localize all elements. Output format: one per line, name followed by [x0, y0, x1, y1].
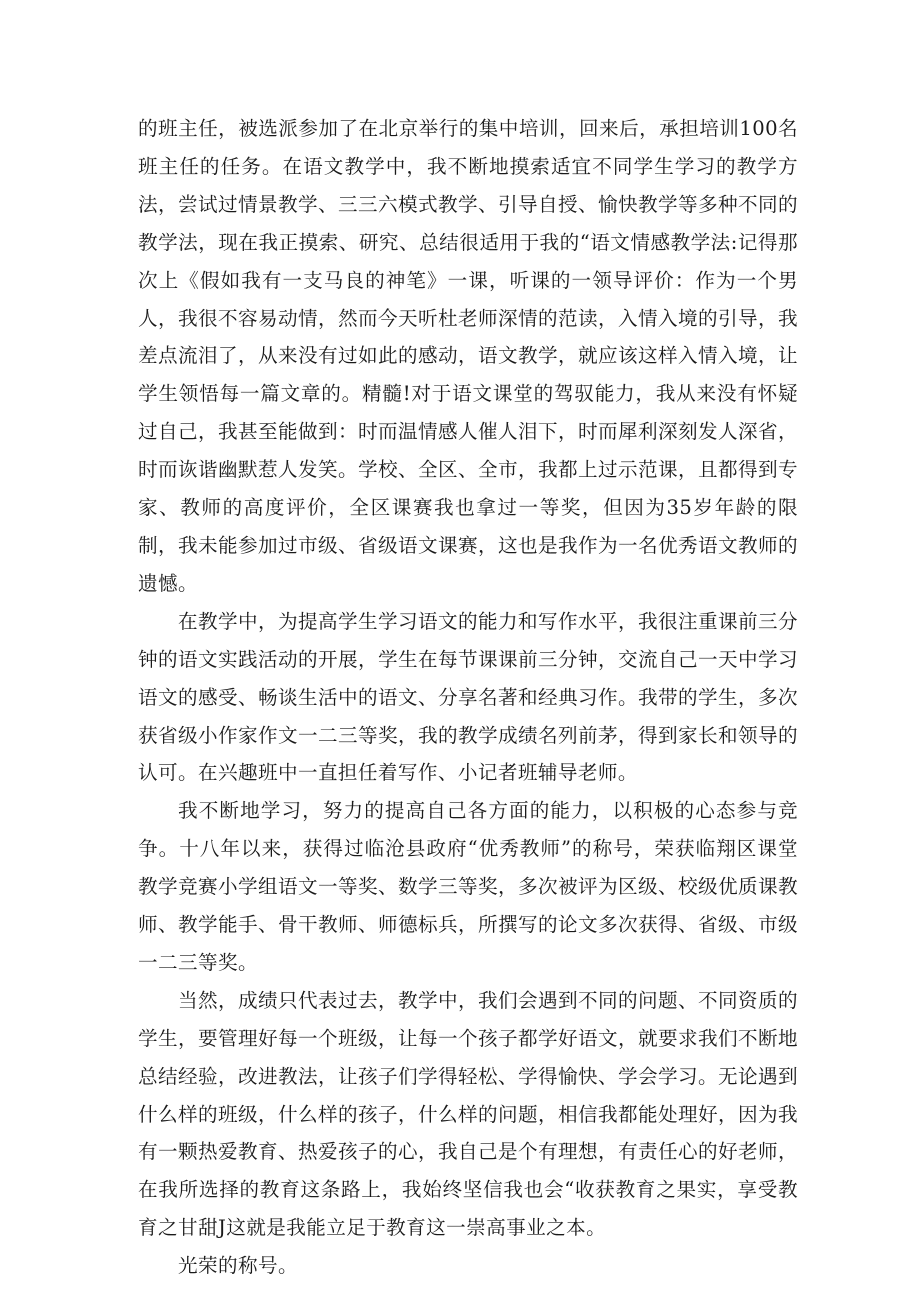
paragraph-2: 在教学中，为提高学生学习语文的能力和写作水平，我很注重课前三分钟的语文实践活动的开展，学生在每节课课前三分钟，交流自己一天中学习语文的感受、畅谈生活中的语文、分享名著和经典习作。我带的学生，多次获省级小作家作文一二三等奖，我的教学成绩名列前茅，得到家长和领导的认可。在兴趣班中一直担任着写作、小记者班辅导老师。 — [138, 609, 798, 785]
paragraph-5: 光荣的称号。 — [178, 1254, 298, 1278]
paragraph-4: 当然，成绩只代表过去，教学中，我们会遇到不同的问题、不同资质的学生，要管理好每一个班级，让每一个孩子都学好语文，就要求我们不断地总结经验，改进教法，让孩子们学得轻松、学得愉快、学会学习。无论遇到什么样的班级，什么样的孩子，什么样的问题，相信我都能处理好，因为我有一颗热爱教育、热爱孩子的心，我自己是个有理想，有责任心的好老师，在我所选择的教育这条路上，我始终坚信我也会“收获教育之果实，享受教育之甘甜J这就是我能立足于教育这一崇高事业之本。 — [138, 988, 798, 1240]
document-body — [138, 110, 798, 1285]
paragraph-1: 的班主任，被选派参加了在北京举行的集中培训，回来后，承担培训100名班主任的任务。在语文教学中，我不断地摸索适宜不同学生学习的教学方法，尝试过情景教学、三三六模式教学、引导自授、愉快教学等多种不同的教学法，现在我正摸索、研究、总结很适用于我的“语文情感教学法:记得那次上《假如我有一支马良的神笔》一课，听课的一领导评价：作为一个男人，我很不容易动情，然而今天听杜老师深情的范读，入情入境的引导，我差点流泪了，从来没有过如此的感动，语文教学，就应该这样入情入境，让学生领悟每一篇文章的。精髓!对于语文课堂的驾驭能力，我从来没有怀疑过自己，我甚至能做到：时而温情感人催人泪下，时而犀利深刻发人深省，时而诙谐幽默惹人发笑。学校、全区、全市，我都上过示范课，且都得到专家、教师的高度评价，全区课赛我也拿过一等奖，但因为35岁年龄的限制，我未能参加过市级、省级语文课赛，这也是我作为一名优秀语文教师的遗憾。 — [138, 117, 798, 595]
paragraph-3: 我不断地学习，努力的提高自己各方面的能力，以积极的心态参与竞争。十八年以来，获得过临沧县政府“优秀教师”的称号，荣获临翔区课堂教学竞赛小学组语文一等奖、数学三等奖，多次被评为区级、校级优质课教师、教学能手、骨干教师、师德标兵，所撰写的论文多次获得、省级、市级一二三等奖。 — [138, 799, 798, 974]
